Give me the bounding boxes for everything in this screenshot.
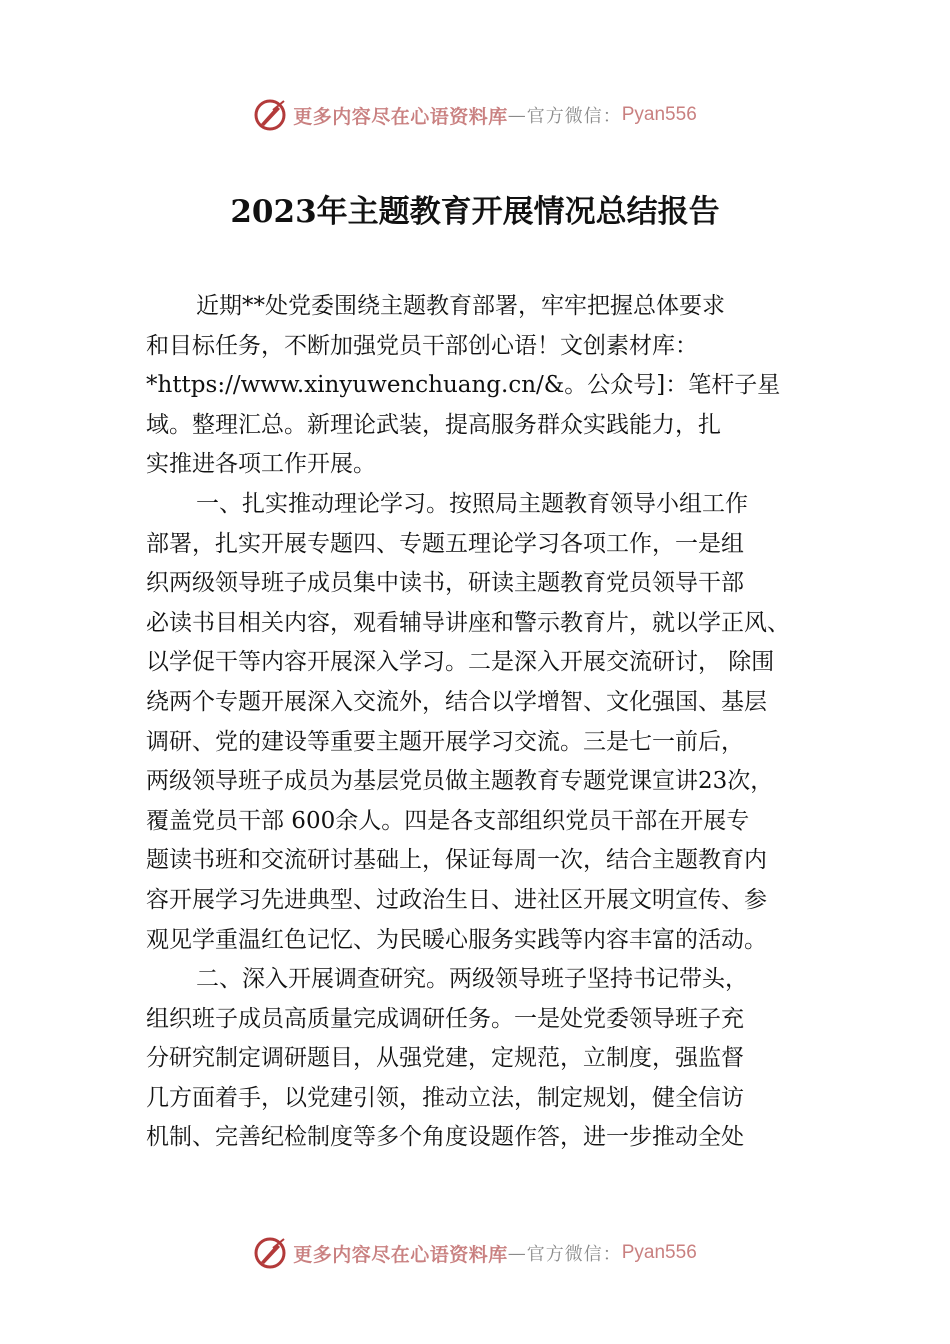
document-body (146, 287, 846, 1158)
paragraph-line: *https://www.xinyuwenchuang.cn/&。公众号]：笔杆子星 (146, 372, 781, 399)
paragraph-line: 部署，扎实开展专题四、专题五理论学习各项工作，一是组 (146, 530, 744, 557)
banner-wechat-id: Pyan556 (621, 1242, 697, 1263)
paragraph-line: 实推进各项工作开展。 (146, 451, 376, 478)
banner-official-label: 官方微信： (526, 1244, 622, 1265)
banner-dash: — (507, 104, 527, 126)
banner-text: 更多内容尽在心语资料库 (293, 1243, 508, 1266)
document-title: 2023年主题教育开展情况总结报告 (230, 194, 720, 230)
banner-official-label: 官方微信： (526, 106, 622, 127)
header-watermark-banner (0, 95, 950, 135)
paragraph-line: 和目标任务，不断加强党员干部创心语！文创素材库： (146, 332, 698, 359)
paragraph-line: 分研究制定调研题目，从强党建，定规范，立制度，强监督 (146, 1045, 744, 1072)
banner-wechat-id: Pyan556 (621, 104, 697, 125)
paragraph-line: 观见学重温红色记忆、为民暖心服务实践等内容丰富的活动。 (146, 926, 767, 953)
paragraph-line: 机制、完善纪检制度等多个角度设题作答，进一步推动全处 (146, 1124, 744, 1151)
paragraph-line: 近期**处党委围绕主题教育部署，牢牢把握总体要求 (196, 293, 725, 319)
paragraph-line: 组织班子成员高质量完成调研任务。一是处党委领导班子充 (146, 1005, 744, 1032)
paragraph-line: 容开展学习先进典型、过政治生日、进社区开展文明宣传、参 (146, 886, 767, 913)
paragraph-line: 二、深入开展调查研究。两级领导班子坚持书记带头， (196, 966, 748, 993)
banner-dash: — (507, 1242, 527, 1264)
quill-seal-icon (253, 1236, 287, 1270)
footer-watermark-banner (0, 1233, 950, 1273)
paragraph-line: 覆盖党员干部 600余人。四是各支部组织党员干部在开展专 (146, 807, 750, 834)
paragraph-line: 绕两个专题开展深入交流外，结合以学增智、文化强国、基层 (146, 688, 767, 715)
quill-seal-icon (253, 98, 287, 132)
paragraph-line: 必读书目相关内容，观看辅导讲座和警示教育片，就以学正风、 (146, 609, 790, 636)
paragraph-line: 两级领导班子成员为基层党员做主题教育专题党课宣讲23次， (146, 768, 774, 795)
paragraph-line: 域。整理汇总。新理论武装，提高服务群众实践能力，扎 (146, 411, 721, 438)
paragraph-line: 织两级领导班子成员集中读书，研读主题教育党员领导干部 (146, 570, 744, 597)
paragraph-line: 调研、党的建设等重要主题开展学习交流。三是七一前后， (146, 728, 744, 755)
banner-text: 更多内容尽在心语资料库 (293, 105, 508, 128)
paragraph-line: 以学促干等内容开展深入学习。二是深入开展交流研讨， 除围 (146, 649, 775, 676)
paragraph-line: 题读书班和交流研讨基础上，保证每周一次，结合主题教育内 (146, 847, 767, 874)
paragraph-line: 几方面着手，以党建引领，推动立法，制定规划，健全信访 (146, 1084, 744, 1111)
paragraph-line: 一、扎实推动理论学习。按照局主题教育领导小组工作 (196, 490, 748, 517)
